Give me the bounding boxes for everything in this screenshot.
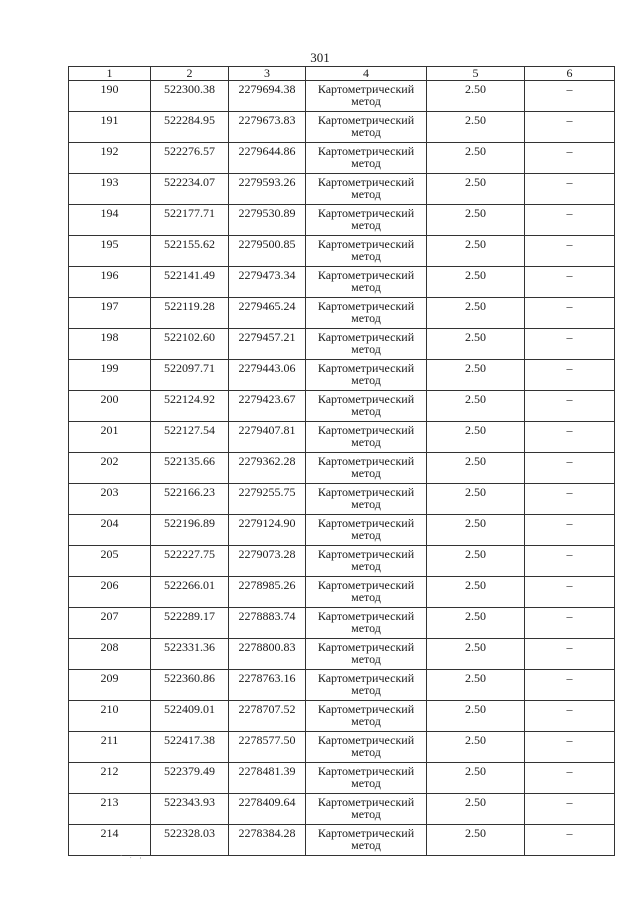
point-number-cell: 199 bbox=[69, 360, 151, 391]
page-number: 301 bbox=[310, 50, 330, 65]
note-cell: – bbox=[525, 732, 615, 763]
note-cell: – bbox=[525, 298, 615, 329]
note-cell: – bbox=[525, 81, 615, 112]
point-number-cell: 207 bbox=[69, 608, 151, 639]
accuracy-cell: 2.50 bbox=[427, 329, 525, 360]
method-cell: Картометрический метод bbox=[306, 577, 427, 608]
table-row bbox=[69, 391, 615, 422]
y-coordinate-cell: 2279694.38 bbox=[229, 81, 306, 112]
accuracy-cell: 2.50 bbox=[427, 143, 525, 174]
table-row bbox=[69, 329, 615, 360]
method-cell: Картометрический метод bbox=[306, 360, 427, 391]
method-cell: Картометрический метод bbox=[306, 484, 427, 515]
accuracy-cell: 2.50 bbox=[427, 763, 525, 794]
point-number-cell: 193 bbox=[69, 174, 151, 205]
accuracy-cell: 2.50 bbox=[427, 267, 525, 298]
table-row bbox=[69, 546, 615, 577]
accuracy-cell: 2.50 bbox=[427, 484, 525, 515]
method-cell: Картометрический метод bbox=[306, 732, 427, 763]
y-coordinate-cell: 2279124.90 bbox=[229, 515, 306, 546]
note-cell: – bbox=[525, 143, 615, 174]
note-cell: – bbox=[525, 639, 615, 670]
accuracy-cell: 2.50 bbox=[427, 205, 525, 236]
point-number-cell: 214 bbox=[69, 825, 151, 856]
point-number-cell: 211 bbox=[69, 732, 151, 763]
table-row bbox=[69, 484, 615, 515]
note-cell: – bbox=[525, 174, 615, 205]
table-row bbox=[69, 112, 615, 143]
note-cell: – bbox=[525, 670, 615, 701]
accuracy-cell: 2.50 bbox=[427, 515, 525, 546]
y-coordinate-cell: 2279500.85 bbox=[229, 236, 306, 267]
x-coordinate-cell: 522196.89 bbox=[151, 515, 229, 546]
method-cell: Картометрический метод bbox=[306, 143, 427, 174]
method-cell: Картометрический метод bbox=[306, 608, 427, 639]
table-row bbox=[69, 360, 615, 391]
method-cell: Картометрический метод bbox=[306, 794, 427, 825]
note-cell: – bbox=[525, 329, 615, 360]
table-row bbox=[69, 639, 615, 670]
table-row bbox=[69, 670, 615, 701]
method-cell: Картометрический метод bbox=[306, 763, 427, 794]
scan-artifact: · . , bbox=[120, 852, 143, 860]
method-cell: Картометрический метод bbox=[306, 422, 427, 453]
accuracy-cell: 2.50 bbox=[427, 825, 525, 856]
y-coordinate-cell: 2278707.52 bbox=[229, 701, 306, 732]
y-coordinate-cell: 2279423.67 bbox=[229, 391, 306, 422]
point-number-cell: 202 bbox=[69, 453, 151, 484]
x-coordinate-cell: 522284.95 bbox=[151, 112, 229, 143]
header-row bbox=[69, 67, 615, 81]
point-number-cell: 198 bbox=[69, 329, 151, 360]
accuracy-cell: 2.50 bbox=[427, 81, 525, 112]
x-coordinate-cell: 522331.36 bbox=[151, 639, 229, 670]
accuracy-cell: 2.50 bbox=[427, 174, 525, 205]
accuracy-cell: 2.50 bbox=[427, 298, 525, 329]
header-cell-3: 3 bbox=[229, 67, 306, 81]
x-coordinate-cell: 522135.66 bbox=[151, 453, 229, 484]
point-number-cell: 213 bbox=[69, 794, 151, 825]
point-number-cell: 203 bbox=[69, 484, 151, 515]
point-number-cell: 204 bbox=[69, 515, 151, 546]
table-row bbox=[69, 298, 615, 329]
x-coordinate-cell: 522102.60 bbox=[151, 329, 229, 360]
x-coordinate-cell: 522328.03 bbox=[151, 825, 229, 856]
y-coordinate-cell: 2278481.39 bbox=[229, 763, 306, 794]
point-number-cell: 205 bbox=[69, 546, 151, 577]
accuracy-cell: 2.50 bbox=[427, 453, 525, 484]
x-coordinate-cell: 522276.57 bbox=[151, 143, 229, 174]
method-cell: Картометрический метод bbox=[306, 825, 427, 856]
accuracy-cell: 2.50 bbox=[427, 701, 525, 732]
note-cell: – bbox=[525, 391, 615, 422]
x-coordinate-cell: 522417.38 bbox=[151, 732, 229, 763]
x-coordinate-cell: 522124.92 bbox=[151, 391, 229, 422]
y-coordinate-cell: 2279407.81 bbox=[229, 422, 306, 453]
header-cell-2: 2 bbox=[151, 67, 229, 81]
y-coordinate-cell: 2279644.86 bbox=[229, 143, 306, 174]
accuracy-cell: 2.50 bbox=[427, 608, 525, 639]
table-header bbox=[69, 67, 615, 81]
note-cell: – bbox=[525, 515, 615, 546]
table-row bbox=[69, 174, 615, 205]
y-coordinate-cell: 2279362.28 bbox=[229, 453, 306, 484]
header-cell-5: 5 bbox=[427, 67, 525, 81]
accuracy-cell: 2.50 bbox=[427, 422, 525, 453]
note-cell: – bbox=[525, 267, 615, 298]
point-number-cell: 192 bbox=[69, 143, 151, 174]
x-coordinate-cell: 522409.01 bbox=[151, 701, 229, 732]
table-row bbox=[69, 267, 615, 298]
point-number-cell: 212 bbox=[69, 763, 151, 794]
x-coordinate-cell: 522234.07 bbox=[151, 174, 229, 205]
method-cell: Картометрический метод bbox=[306, 670, 427, 701]
x-coordinate-cell: 522266.01 bbox=[151, 577, 229, 608]
point-number-cell: 191 bbox=[69, 112, 151, 143]
accuracy-cell: 2.50 bbox=[427, 670, 525, 701]
y-coordinate-cell: 2278883.74 bbox=[229, 608, 306, 639]
y-coordinate-cell: 2279443.06 bbox=[229, 360, 306, 391]
coordinates-table bbox=[68, 66, 615, 856]
accuracy-cell: 2.50 bbox=[427, 391, 525, 422]
table-row bbox=[69, 608, 615, 639]
y-coordinate-cell: 2278763.16 bbox=[229, 670, 306, 701]
accuracy-cell: 2.50 bbox=[427, 236, 525, 267]
note-cell: – bbox=[525, 701, 615, 732]
y-coordinate-cell: 2279465.24 bbox=[229, 298, 306, 329]
note-cell: – bbox=[525, 422, 615, 453]
x-coordinate-cell: 522177.71 bbox=[151, 205, 229, 236]
point-number-cell: 209 bbox=[69, 670, 151, 701]
table-row bbox=[69, 453, 615, 484]
point-number-cell: 197 bbox=[69, 298, 151, 329]
y-coordinate-cell: 2279673.83 bbox=[229, 112, 306, 143]
method-cell: Картометрический метод bbox=[306, 205, 427, 236]
accuracy-cell: 2.50 bbox=[427, 639, 525, 670]
note-cell: – bbox=[525, 546, 615, 577]
x-coordinate-cell: 522097.71 bbox=[151, 360, 229, 391]
method-cell: Картометрический метод bbox=[306, 546, 427, 577]
x-coordinate-cell: 522227.75 bbox=[151, 546, 229, 577]
point-number-cell: 194 bbox=[69, 205, 151, 236]
note-cell: – bbox=[525, 825, 615, 856]
accuracy-cell: 2.50 bbox=[427, 794, 525, 825]
accuracy-cell: 2.50 bbox=[427, 360, 525, 391]
y-coordinate-cell: 2279530.89 bbox=[229, 205, 306, 236]
point-number-cell: 206 bbox=[69, 577, 151, 608]
header-cell-4: 4 bbox=[306, 67, 427, 81]
y-coordinate-cell: 2279457.21 bbox=[229, 329, 306, 360]
method-cell: Картометрический метод bbox=[306, 112, 427, 143]
point-number-cell: 201 bbox=[69, 422, 151, 453]
y-coordinate-cell: 2279255.75 bbox=[229, 484, 306, 515]
table-row bbox=[69, 794, 615, 825]
x-coordinate-cell: 522343.93 bbox=[151, 794, 229, 825]
x-coordinate-cell: 522289.17 bbox=[151, 608, 229, 639]
note-cell: – bbox=[525, 236, 615, 267]
x-coordinate-cell: 522127.54 bbox=[151, 422, 229, 453]
method-cell: Картометрический метод bbox=[306, 391, 427, 422]
note-cell: – bbox=[525, 360, 615, 391]
note-cell: – bbox=[525, 453, 615, 484]
point-number-cell: 210 bbox=[69, 701, 151, 732]
table-row bbox=[69, 143, 615, 174]
y-coordinate-cell: 2279073.28 bbox=[229, 546, 306, 577]
x-coordinate-cell: 522379.49 bbox=[151, 763, 229, 794]
accuracy-cell: 2.50 bbox=[427, 546, 525, 577]
y-coordinate-cell: 2278409.64 bbox=[229, 794, 306, 825]
point-number-cell: 208 bbox=[69, 639, 151, 670]
x-coordinate-cell: 522141.49 bbox=[151, 267, 229, 298]
table-row bbox=[69, 763, 615, 794]
table-row bbox=[69, 577, 615, 608]
point-number-cell: 200 bbox=[69, 391, 151, 422]
table-row bbox=[69, 825, 615, 856]
method-cell: Картометрический метод bbox=[306, 174, 427, 205]
method-cell: Картометрический метод bbox=[306, 236, 427, 267]
table-body bbox=[69, 81, 615, 856]
x-coordinate-cell: 522300.38 bbox=[151, 81, 229, 112]
method-cell: Картометрический метод bbox=[306, 81, 427, 112]
method-cell: Картометрический метод bbox=[306, 298, 427, 329]
y-coordinate-cell: 2278577.50 bbox=[229, 732, 306, 763]
table-row bbox=[69, 732, 615, 763]
y-coordinate-cell: 2278985.26 bbox=[229, 577, 306, 608]
y-coordinate-cell: 2279593.26 bbox=[229, 174, 306, 205]
y-coordinate-cell: 2279473.34 bbox=[229, 267, 306, 298]
note-cell: – bbox=[525, 484, 615, 515]
method-cell: Картометрический метод bbox=[306, 267, 427, 298]
x-coordinate-cell: 522360.86 bbox=[151, 670, 229, 701]
point-number-cell: 196 bbox=[69, 267, 151, 298]
table-row bbox=[69, 422, 615, 453]
note-cell: – bbox=[525, 608, 615, 639]
x-coordinate-cell: 522119.28 bbox=[151, 298, 229, 329]
x-coordinate-cell: 522166.23 bbox=[151, 484, 229, 515]
point-number-cell: 190 bbox=[69, 81, 151, 112]
table-row bbox=[69, 701, 615, 732]
method-cell: Картометрический метод bbox=[306, 639, 427, 670]
y-coordinate-cell: 2278384.28 bbox=[229, 825, 306, 856]
accuracy-cell: 2.50 bbox=[427, 732, 525, 763]
table-row bbox=[69, 515, 615, 546]
table-row bbox=[69, 81, 615, 112]
method-cell: Картометрический метод bbox=[306, 701, 427, 732]
method-cell: Картометрический метод bbox=[306, 329, 427, 360]
y-coordinate-cell: 2278800.83 bbox=[229, 639, 306, 670]
header-cell-6: 6 bbox=[525, 67, 615, 81]
x-coordinate-cell: 522155.62 bbox=[151, 236, 229, 267]
table-row bbox=[69, 236, 615, 267]
method-cell: Картометрический метод bbox=[306, 453, 427, 484]
note-cell: – bbox=[525, 763, 615, 794]
accuracy-cell: 2.50 bbox=[427, 112, 525, 143]
accuracy-cell: 2.50 bbox=[427, 577, 525, 608]
point-number-cell: 195 bbox=[69, 236, 151, 267]
table-row bbox=[69, 205, 615, 236]
note-cell: – bbox=[525, 577, 615, 608]
note-cell: – bbox=[525, 794, 615, 825]
note-cell: – bbox=[525, 205, 615, 236]
header-cell-1: 1 bbox=[69, 67, 151, 81]
method-cell: Картометрический метод bbox=[306, 515, 427, 546]
note-cell: – bbox=[525, 112, 615, 143]
